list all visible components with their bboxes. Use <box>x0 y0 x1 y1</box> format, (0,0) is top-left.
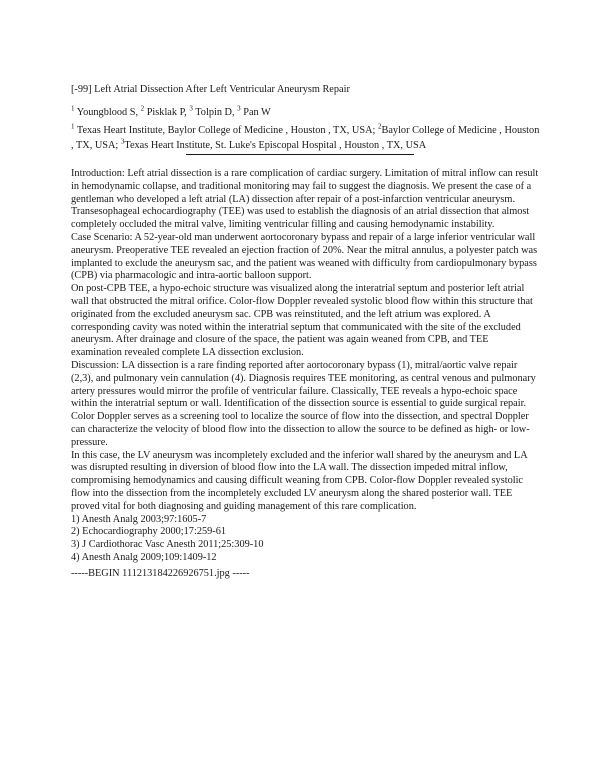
author-1-name: Youngblood S, <box>76 107 139 118</box>
author-2-sup: 2 <box>140 104 145 113</box>
affiliation-3-text: Texas Heart Institute, St. Luke's Episcopal Hospital , Houston , TX, USA <box>124 140 427 151</box>
reference-item: 4) Anesth Analg 2009;109:1409-12 <box>71 551 217 563</box>
image-marker: -----BEGIN 111213184226926751.jpg ----- <box>71 568 250 579</box>
affiliation-3 <box>120 137 427 151</box>
author-3 <box>189 104 235 118</box>
author-4-name: Pan W <box>243 107 271 118</box>
reference-item: 3) J Cardiothorac Vasc Anesth 2011;25:309-10 <box>71 539 264 551</box>
reference-list <box>71 514 539 565</box>
affiliation-2-sup: 2 <box>377 122 382 131</box>
header-divider <box>186 154 414 155</box>
author-4-sup: 3 <box>237 104 241 113</box>
abstract-title: [-99] Left Atrial Dissection After Left Ventricular Aneurysm Repair <box>71 84 350 95</box>
author-3-name: Tolpin D, <box>195 107 235 118</box>
paragraph-post-cpb: On post-CPB TEE, a hypo-echoic structure was visualized along the interatrial septum and posterior left atrial wall that obstructed the mitral orifice. Color-flow Doppler revealed systolic blood flow within this structure that originated from the excluded aneurysm sac. CPB was reinstituted, and the left atrium was explored. A corresponding cavity was noted within the interatrial septum that communicated with the site of the excluded aneurysm. After drainage and closure of the space, the patient was again weaned from CPB, and TEE examination revealed complete LA dissection exclusion. <box>71 283 533 359</box>
author-2-name: Pisklak P, <box>146 107 187 118</box>
author-3-sup: 3 <box>189 104 193 113</box>
affiliation-list <box>71 123 541 153</box>
author-1-sup: 1 <box>71 104 75 113</box>
paragraph-case-analysis: In this case, the LV aneurysm was incompletely excluded and the inferior wall shared by the aneurysm and LA was disrupted resulting in diversion of blood flow into the LA wall. The dissection impeded mitral inflow, compromising hemodynamics and causing difficult weaning from CPB. Color-flow Doppler revealed systolic flow into the dissection from the incompletely excluded LV aneurysm along the shared posterior wall. TEE proved vital for both diagnosing and guiding management of this rare complication. <box>71 449 528 512</box>
paragraph-case-scenario: Case Scenario: A 52-year-old man underwent aortocoronary bypass and repair of a large inferior ventricular wall aneurysm. Preoperative TEE revealed an ejection fraction of 20%. Near the mitral annulus, a polyester patch was implanted to exclude the aneurysm sac, and the patient was weaned with difficulty from cardiopulmonary bypass (CPB) via pharmacologic and intra-aortic balloon support. <box>71 231 538 282</box>
affiliation-2-text: Baylor College of Medicine , Houston , TX, USA; <box>71 125 540 151</box>
reference-item: 1) Anesth Analg 2003;97:1605-7 <box>71 513 207 525</box>
author-list <box>71 104 271 118</box>
paragraph-discussion: Discussion: LA dissection is a rare finding reported after aortocoronary bypass (1), mitral/aortic valve repair (2,3), and pulmonary vein cannulation (4). Diagnosis requires TEE monitoring, as central venous and pulmonary artery pressures would mirror the profile of ventricular failure. Classically, TEE reveals a hypo-echoic space within the interatrial septum or wall. Identification of the dissection source is essential to guide surgical repair. Color Doppler serves as a screening tool to localize the source of flow into the dissection, and spectral Doppler can characterize the velocity of blood flow into the dissection to allow the source to be defined as high- or low-pressure. <box>71 359 536 448</box>
abstract-body <box>71 168 539 565</box>
paragraph-introduction: Introduction: Left atrial dissection is a rare complication of cardiac surgery. Limitation of mitral inflow can result in hemodynamic collapse, and traditional monitoring may fail to suggest the diagnosis. We present the case of a gentleman who developed a left atrial (LA) dissection after repair of a post-infarction ventricular aneurysm. Transesophageal echocardiography (TEE) was used to establish the diagnosis of an atrial dissection that almost completely occluded the mitral valve, limiting ventricular filling and causing hemodynamic instability. <box>71 168 539 231</box>
affiliation-1-text: Texas Heart Institute, Baylor College of Medicine , Houston , TX, USA; <box>76 125 376 136</box>
affiliation-3-sup: 3 <box>120 137 125 146</box>
affiliation-1-sup: 1 <box>71 122 75 131</box>
reference-item: 2) Echocardiography 2000;17:259-61 <box>71 526 226 538</box>
author-4 <box>237 104 271 118</box>
affiliation-1 <box>71 122 376 136</box>
author-1 <box>71 104 139 118</box>
author-2 <box>140 104 187 118</box>
